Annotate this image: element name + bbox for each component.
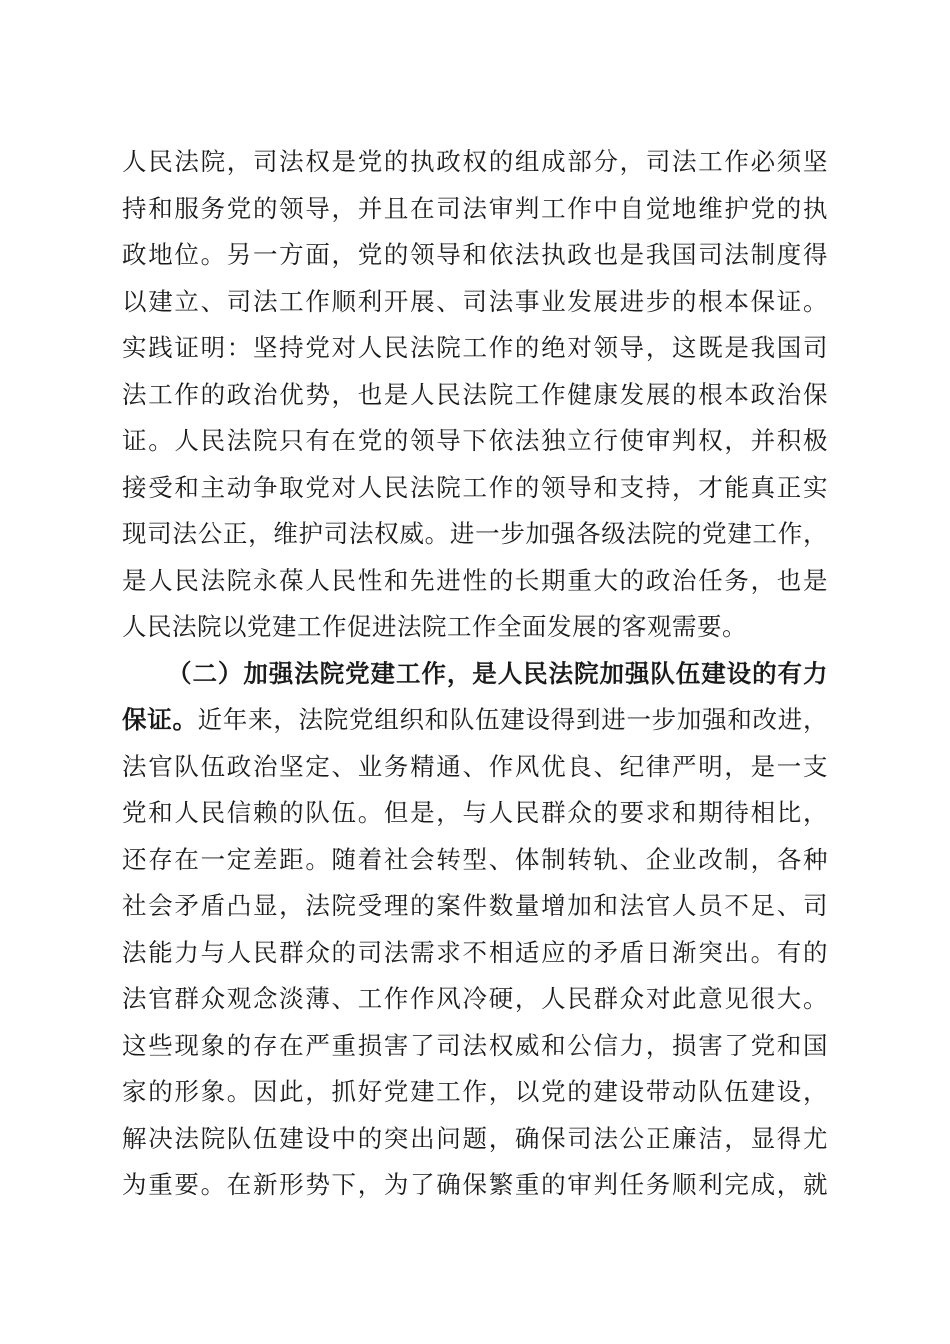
text-line: 接受和主动争取党对人民法院工作的领导和支持，才能真正实: [122, 472, 828, 502]
text-line: 证。人民法院只有在党的领导下依法独立行使审判权，并积极: [122, 426, 828, 455]
text-line: 解决法院队伍建设中的突出问题，确保司法公正廉洁，显得尤: [122, 1123, 828, 1153]
text-line: 为重要。在新形势下，为了确保繁重的审判任务顺利完成，就: [122, 1170, 828, 1199]
text-line: 人民法院以党建工作促进法院工作全面发展的客观需要。: [122, 612, 747, 641]
text-line: 法官队伍政治坚定、业务精通、作风优良、纪律严明，是一支: [122, 751, 828, 781]
text-run: 近年来，法院党组织和队伍建设得到进一步加强和改进，: [197, 705, 829, 734]
text-line: 法能力与人民群众的司法需求不相适应的矛盾日渐突出。有的: [122, 937, 828, 967]
text-line: 政地位。另一方面，党的领导和依法执政也是我国司法制度得: [122, 240, 828, 269]
text-line: 以建立、司法工作顺利开展、司法事业发展进步的根本保证。: [122, 286, 828, 316]
text-line: 现司法公正，维护司法权威。进一步加强各级法院的党建工作，: [122, 519, 828, 548]
text-line: 党和人民信赖的队伍。但是，与人民群众的要求和期待相比，: [122, 798, 828, 827]
text-line: 还存在一定差距。随着社会转型、体制转轨、企业改制，各种: [122, 844, 828, 874]
text-line: 法官群众观念淡薄、工作作风冷硬，人民群众对此意见很大。: [122, 984, 828, 1013]
text-line: 家的形象。因此，抓好党建工作，以党的建设带动队伍建设，: [122, 1077, 828, 1106]
section-heading-end: 保证。: [122, 705, 198, 734]
paragraph-2: [122, 651, 828, 1209]
text-line: 这些现象的存在严重损害了司法权威和公信力，损害了党和国: [122, 1030, 828, 1060]
text-line: 是人民法院永葆人民性和先进性的长期重大的政治任务，也是: [122, 565, 828, 595]
text-line: [122, 697, 828, 744]
text-line: 人民法院，司法权是党的执政权的组成部分，司法工作必须坚: [122, 147, 828, 176]
text-line: 持和服务党的领导，并且在司法审判工作中自觉地维护党的执: [122, 193, 828, 223]
paragraph-1: [122, 139, 828, 651]
section-heading: （二）加强法院党建工作，是人民法院加强队伍建设的有力: [167, 658, 828, 688]
text-line: 实践证明：坚持党对人民法院工作的绝对领导，这既是我国司: [122, 333, 828, 362]
text-line: 社会矛盾凸显，法院受理的案件数量增加和法官人员不足、司: [122, 891, 828, 920]
text-line: 法工作的政治优势，也是人民法院工作健康发展的根本政治保: [122, 379, 828, 409]
document-body: [122, 139, 828, 1209]
